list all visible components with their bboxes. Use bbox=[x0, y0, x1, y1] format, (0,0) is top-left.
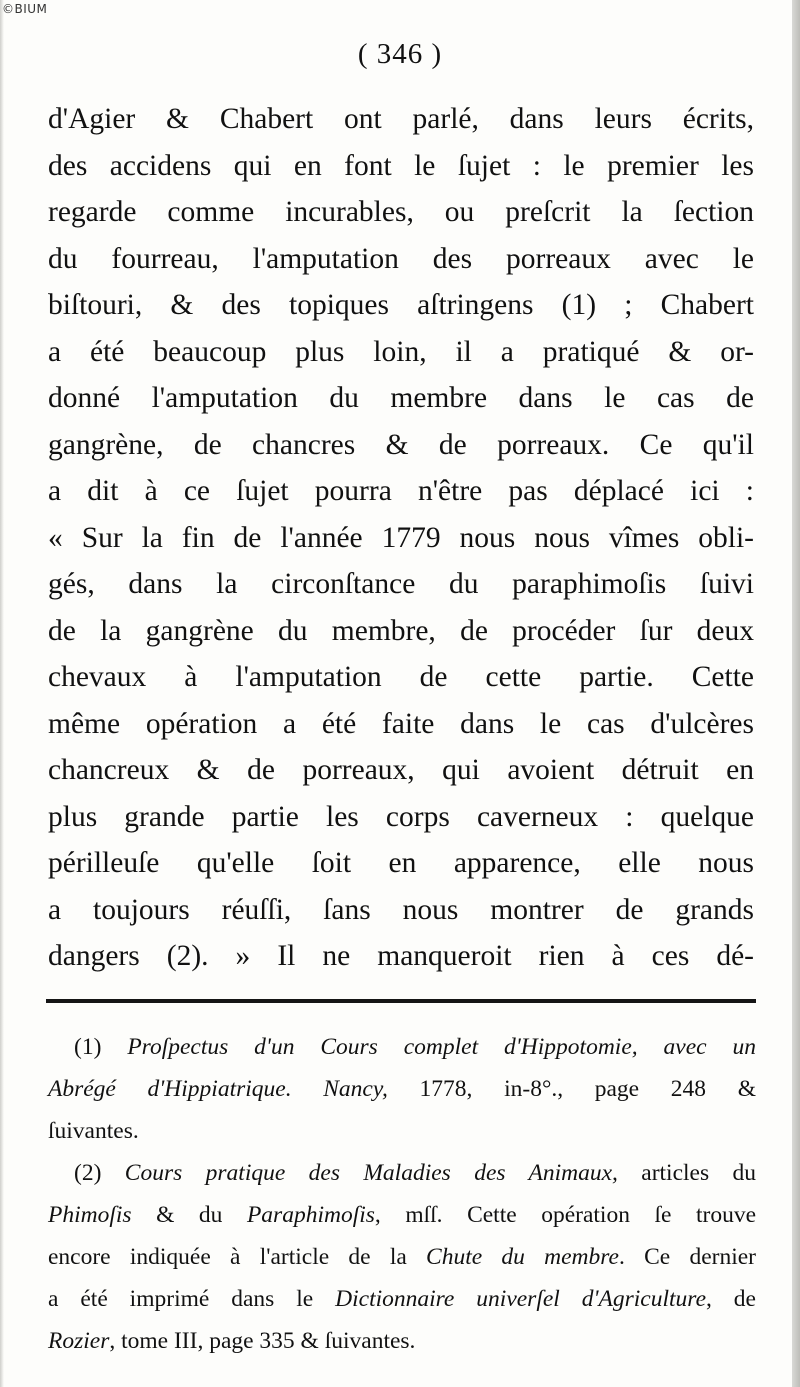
scan-edge-left bbox=[0, 0, 4, 1387]
body-line: du fourreau, l'amputation des porreaux avec le bbox=[48, 242, 754, 275]
footnote-2-italic: Chute du membre bbox=[426, 1244, 619, 1270]
body-line: dangers (2). » Il ne manqueroit rien à ces dé- bbox=[48, 940, 754, 972]
footnote-2-italic: Rozier bbox=[48, 1328, 110, 1354]
footnote-2-italic: Dictionnaire univerſel d'Agriculture bbox=[335, 1286, 706, 1312]
body-line: même opération a été faite dans le cas d'ulcères bbox=[48, 707, 754, 740]
body-line: gangrène, de chancres & de porreaux. Ce qu'il bbox=[48, 428, 754, 461]
body-line: chancreux & de porreaux, qui avoient détruit en bbox=[48, 754, 754, 786]
body-line: a été beaucoup plus loin, il a pratiqué & or- bbox=[48, 335, 754, 368]
footnote-2-text: encore indiquée à l'article de la bbox=[48, 1244, 427, 1270]
footnote-divider bbox=[46, 999, 756, 1003]
footnote-2-text: & du bbox=[131, 1202, 247, 1228]
scan-edge-right bbox=[792, 0, 800, 1387]
body-line: « Sur la fin de l'année 1779 nous nous vîmes obli- bbox=[48, 521, 754, 554]
footnote-2-line-5 bbox=[48, 1320, 756, 1362]
body-line: de la gangrène du membre, de procéder ſur deux bbox=[48, 614, 754, 647]
page-number: ( 346 ) bbox=[357, 38, 443, 70]
footnote-2-line-4 bbox=[48, 1278, 756, 1320]
footnote-1-line-1 bbox=[48, 1026, 756, 1068]
footnote-2-text: , tome III, page 335 & ſuivantes. bbox=[109, 1328, 416, 1354]
footnote-2-text: articles du bbox=[617, 1160, 756, 1186]
footnotes bbox=[48, 1026, 756, 1362]
body-line: des accidens qui en font le ſujet : le premier les bbox=[48, 149, 754, 182]
body-line: biſtouri, & des topiques aſtringens (1) ; Chabert bbox=[48, 289, 754, 321]
body-text bbox=[48, 96, 754, 980]
footnote-1-subtitle: Abrégé d'Hippiatrique. Nancy, bbox=[48, 1076, 388, 1102]
body-line: a dit à ce ſujet pourra n'être pas déplacé ici : bbox=[48, 475, 754, 507]
footnote-2-line-2 bbox=[48, 1194, 756, 1236]
body-line: plus grande partie les corps caverneux : quelque bbox=[48, 800, 754, 833]
body-line: périlleuſe qu'elle ſoit en apparence, elle nous bbox=[48, 847, 754, 879]
footnote-2-italic: Paraphimoſis bbox=[246, 1202, 375, 1228]
footnote-1-line-3: ſuivantes. bbox=[48, 1118, 139, 1144]
footnote-2-italic: Phimoſis bbox=[48, 1202, 132, 1228]
footnote-2-marker: (2) bbox=[74, 1160, 102, 1186]
footnote-2-title: Cours pratique des Maladies des Animaux, bbox=[124, 1160, 618, 1186]
footnote-2-line-3 bbox=[48, 1236, 756, 1278]
body-line: gés, dans la circonſtance du paraphimoſis ſuivi bbox=[48, 568, 754, 600]
footnote-1-line-2 bbox=[48, 1068, 756, 1110]
footnote-2-text: a été imprimé dans le bbox=[48, 1286, 336, 1312]
footnote-1-marker: (1) bbox=[74, 1034, 102, 1060]
footnote-2-text: . Ce dernier bbox=[618, 1244, 756, 1270]
body-line: chevaux à l'amputation de cette partie. Cette bbox=[48, 661, 754, 693]
watermark: ©BIUM bbox=[2, 2, 48, 16]
footnote-1-title: Proſpectus d'un Cours complet d'Hippotomie, avec un bbox=[127, 1034, 757, 1060]
footnote-1-details: 1778, in-8°., page 248 & bbox=[387, 1076, 756, 1102]
body-line: d'Agier & Chabert ont parlé, dans leurs écrits, bbox=[48, 103, 754, 135]
footnote-2-text: , mſſ. Cette opération ſe trouve bbox=[374, 1202, 757, 1228]
body-line: a toujours réuſſi, ſans nous montrer de grands bbox=[48, 893, 754, 926]
body-line: regarde comme incurables, ou preſcrit la ſection bbox=[48, 196, 754, 228]
footnote-2-text: , de bbox=[706, 1286, 756, 1312]
footnote-2-line-1 bbox=[48, 1152, 756, 1194]
body-line: donné l'amputation du membre dans le cas de bbox=[48, 382, 754, 414]
